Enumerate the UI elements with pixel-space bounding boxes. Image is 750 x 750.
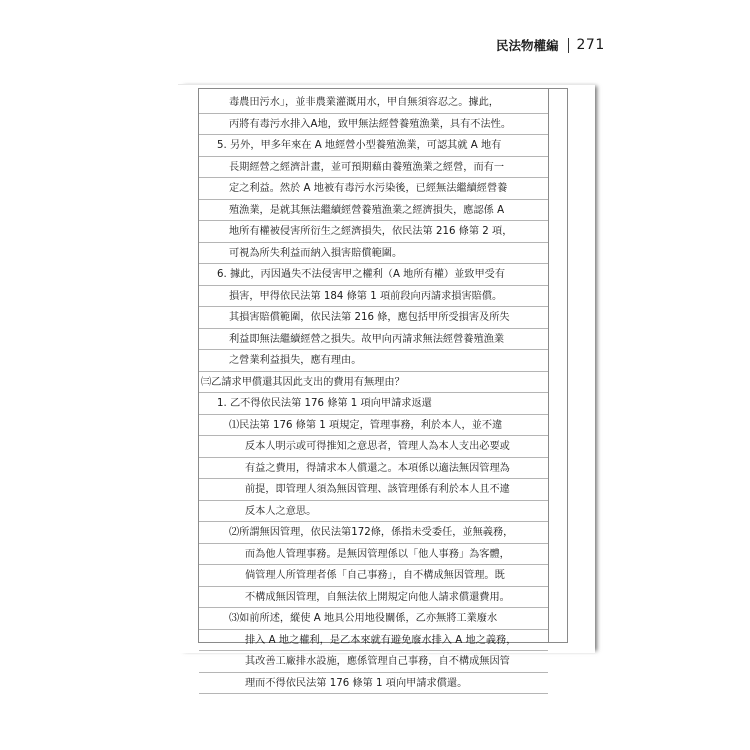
text-line: 不構成無因管理，自無法依上開規定向他人請求償還費用。: [199, 587, 548, 609]
text-line: 其損害賠償範圍，依民法第 216 條，應包括甲所受損害及所失: [199, 307, 548, 329]
text-line: 之營業利益損失，應有理由。: [199, 350, 548, 372]
text-line: ⑴民法第 176 條第 1 項規定，管理事務，利於本人，並不違: [199, 415, 548, 437]
text-line: 反本人明示或可得推知之意思者，管理人為本人支出必要或: [199, 436, 548, 458]
body-text: [199, 92, 548, 694]
text-line: 可視為所失利益而納入損害賠償範圍。: [199, 243, 548, 265]
text-line: 丙將有毒污水排入A地，致甲無法經營養殖漁業，具有不法性。: [199, 114, 548, 136]
text-line: 長期經營之經濟計畫，並可預期藉由養殖漁業之經營，而有一: [199, 157, 548, 179]
text-line: 5. 另外，甲多年來在 A 地經營小型養殖漁業，可認其就 A 地有: [199, 135, 548, 157]
text-line: 殖漁業，是就其無法繼續經營養殖漁業之經濟損失，應認係 A: [199, 200, 548, 222]
text-line: 利益即無法繼續經營之損失。故甲向丙請求無法經營養殖漁業: [199, 329, 548, 351]
running-header: [496, 36, 605, 54]
text-line: 而為他人管理事務。是無因管理係以「他人事務」為客體，: [199, 544, 548, 566]
text-line: ㈢乙請求甲償還其因此支出的費用有無理由？: [199, 372, 548, 394]
text-line: 6. 據此，丙因過失不法侵害甲之權利（A 地所有權）並致甲受有: [199, 264, 548, 286]
text-line: 有益之費用，得請求本人償還之。本項係以適法無因管理為: [199, 458, 548, 480]
text-line: 理而不得依民法第 176 條第 1 項向甲請求償還。: [199, 673, 548, 695]
text-line: 毒農田污水」，並非農業灌溉用水，甲自無須容忍之。據此，: [199, 92, 548, 114]
text-line: 地所有權被侵害所衍生之經濟損失，依民法第 216 條第 2 項，: [199, 221, 548, 243]
text-line: 排入 A 地之權利，是乙本來就有避免廢水排入 A 地之義務，: [199, 630, 548, 652]
section-title: 民法物權編: [496, 38, 559, 53]
text-line: ⑵所謂無因管理，依民法第172條，係指未受委任，並無義務，: [199, 522, 548, 544]
text-line: 倘管理人所管理者係「自己事務」，自不構成無因管理。既: [199, 565, 548, 587]
text-line: 損害，甲得依民法第 184 條第 1 項前段向丙請求損害賠償。: [199, 286, 548, 308]
text-line: 1. 乙不得依民法第 176 條第 1 項向甲請求返還: [199, 393, 548, 415]
text-line: 前提，即管理人須為無因管理、該管理係有利於本人且不違: [199, 479, 548, 501]
header-divider: [568, 38, 569, 53]
text-line: ⑶如前所述，縱使 A 地具公用地役關係，乙亦無將工業廢水: [199, 608, 548, 630]
text-line: 其改善工廠排水設施，應係管理自己事務，自不構成無因管: [199, 651, 548, 673]
text-line: 定之利益。然於 A 地被有毒污水污染後，已經無法繼續經營養: [199, 178, 548, 200]
text-line: 反本人之意思。: [199, 501, 548, 523]
margin-divider: [548, 88, 549, 643]
page-number: 271: [576, 37, 605, 53]
